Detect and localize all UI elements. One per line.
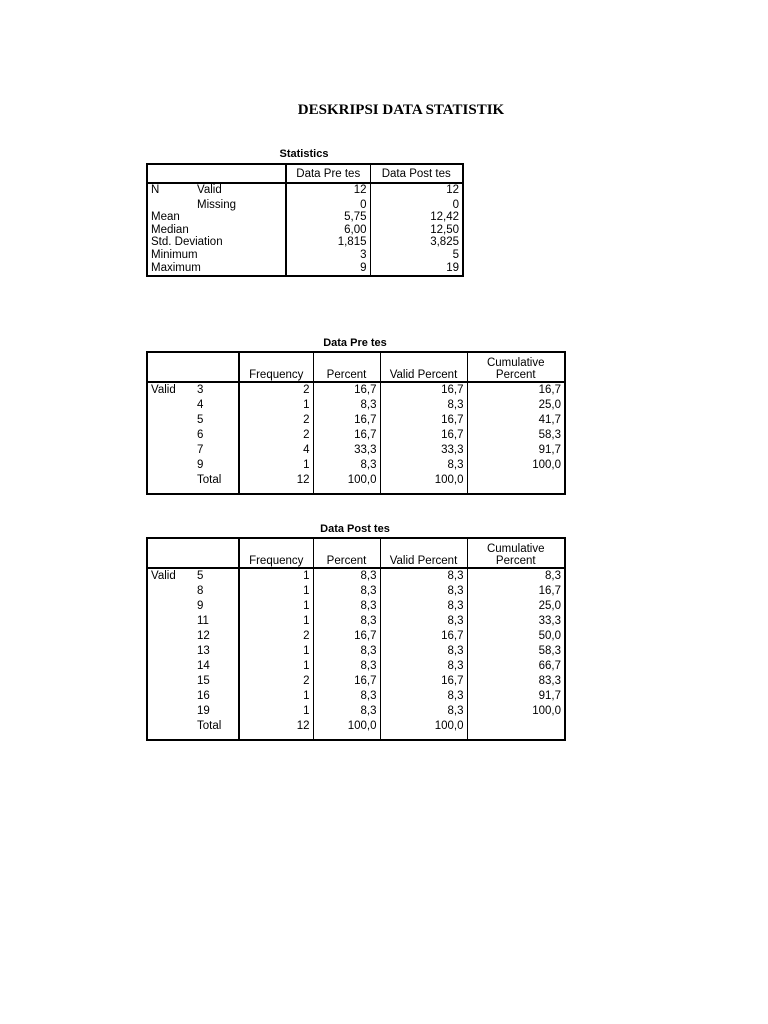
- cumulative-percent-cell: 8,3: [467, 568, 565, 584]
- cumulative-percent-cell: 41,7: [467, 413, 565, 428]
- row-label: Median: [151, 223, 189, 236]
- row-sublabel: Missing: [197, 198, 236, 211]
- group-label: Valid: [151, 570, 176, 583]
- row-label: Maximum: [151, 261, 201, 274]
- cumulative-percent-cell: 66,7: [467, 659, 565, 674]
- cumulative-percent-cell: 83,3: [467, 674, 565, 689]
- statistics-row: [147, 197, 463, 212]
- percent-cell: 8,3: [313, 614, 380, 629]
- percent-cell: 8,3: [313, 644, 380, 659]
- value-label: 13: [197, 645, 210, 658]
- statistics-row: [147, 249, 463, 262]
- percent-cell: 16,7: [313, 413, 380, 428]
- valid-percent-cell: 16,7: [380, 382, 467, 398]
- table-row: [147, 614, 565, 629]
- row-label: Mean: [151, 211, 180, 224]
- cumulative-percent-cell: 25,0: [467, 599, 565, 614]
- frequency-cell: 2: [239, 428, 313, 443]
- row-sublabel: [194, 262, 286, 277]
- percent-cell: 33,3: [313, 443, 380, 458]
- statistics-header-row: [147, 164, 463, 183]
- percent-cell: 8,3: [313, 458, 380, 473]
- value-label: 12: [197, 630, 210, 643]
- table-row: [147, 413, 565, 428]
- post-value: 12,42: [370, 211, 463, 224]
- percent-header: Percent: [313, 538, 380, 568]
- pre-value: 9: [286, 262, 370, 277]
- valid-percent-header: Valid Percent: [380, 352, 467, 382]
- value-label: 8: [197, 585, 204, 598]
- frequency-cell: 4: [239, 443, 313, 458]
- frequency-header: Frequency: [239, 352, 313, 382]
- valid-percent-cell: 16,7: [380, 428, 467, 443]
- frequency-header: Frequency: [239, 538, 313, 568]
- group-label-empty: [147, 413, 194, 428]
- cumulative-percent-cell: 16,7: [467, 382, 565, 398]
- table-row: [147, 473, 565, 494]
- frequency-cell: 1: [239, 659, 313, 674]
- value-label: Total: [197, 474, 222, 487]
- table-row: [147, 659, 565, 674]
- cumulative-header-line-1: Cumulative: [486, 543, 545, 555]
- frequency-cell: 12: [239, 719, 313, 740]
- row-sublabel: Valid: [197, 184, 222, 196]
- cumulative-percent-cell: 58,3: [467, 428, 565, 443]
- group-label: Valid: [151, 384, 176, 397]
- value-label: 6: [197, 429, 204, 442]
- cumulative-percent-cell: 58,3: [467, 644, 565, 659]
- pre-value: 1,815: [286, 236, 370, 249]
- group-label-empty: [147, 704, 194, 719]
- group-label-empty: [147, 719, 194, 740]
- cumulative-percent-cell: [467, 719, 565, 740]
- value-label: 15: [197, 675, 210, 688]
- frequency-cell: 1: [239, 568, 313, 584]
- valid-percent-cell: 16,7: [380, 629, 467, 644]
- frequency-cell: 1: [239, 614, 313, 629]
- pre-value: 12: [286, 183, 370, 197]
- percent-cell: 8,3: [313, 599, 380, 614]
- post-value: 19: [370, 262, 463, 277]
- group-label-empty: [147, 674, 194, 689]
- frequency-cell: 1: [239, 689, 313, 704]
- pre-value: 5,75: [286, 211, 370, 224]
- percent-cell: 8,3: [313, 659, 380, 674]
- percent-cell: 16,7: [313, 382, 380, 398]
- value-label: 9: [197, 459, 204, 472]
- pre-value: 6,00: [286, 224, 370, 237]
- group-label-empty: [147, 443, 194, 458]
- frequency-cell: 2: [239, 382, 313, 398]
- table-row: [147, 599, 565, 614]
- frequency-cell: 2: [239, 674, 313, 689]
- frequency-cell: 1: [239, 458, 313, 473]
- row-sublabel: [194, 224, 286, 237]
- cumulative-percent-cell: 91,7: [467, 689, 565, 704]
- frequency-cell: 2: [239, 413, 313, 428]
- group-label-empty: [147, 659, 194, 674]
- cumulative-percent-cell: 91,7: [467, 443, 565, 458]
- valid-percent-cell: 33,3: [380, 443, 467, 458]
- percent-cell: 16,7: [313, 674, 380, 689]
- cumulative-header-line-2: Percent: [495, 555, 536, 567]
- document-title: DESKRIPSI DATA STATISTIK: [297, 102, 505, 118]
- valid-percent-cell: 8,3: [380, 704, 467, 719]
- value-label: 5: [197, 570, 204, 583]
- valid-percent-cell: 8,3: [380, 398, 467, 413]
- percent-cell: 8,3: [313, 398, 380, 413]
- post-value: 5: [370, 249, 463, 262]
- group-label-empty: [147, 629, 194, 644]
- table-row: [147, 584, 565, 599]
- pre-test-frequency-table: [146, 351, 566, 495]
- pre-value: 0: [286, 197, 370, 212]
- cumulative-percent-header: [467, 538, 565, 568]
- value-label: 16: [197, 690, 210, 703]
- group-label-empty: [147, 599, 194, 614]
- value-label: 14: [197, 660, 210, 673]
- cumulative-percent-cell: 33,3: [467, 614, 565, 629]
- table-row: [147, 689, 565, 704]
- valid-percent-cell: 8,3: [380, 599, 467, 614]
- valid-percent-cell: 8,3: [380, 568, 467, 584]
- percent-cell: 8,3: [313, 704, 380, 719]
- cumulative-header-line-1: Cumulative: [486, 357, 545, 369]
- percent-cell: 16,7: [313, 428, 380, 443]
- group-label-empty: [147, 458, 194, 473]
- group-label-empty: [147, 398, 194, 413]
- row-sublabel: [194, 211, 286, 224]
- valid-percent-cell: 8,3: [380, 644, 467, 659]
- cumulative-percent-cell: 16,7: [467, 584, 565, 599]
- frequency-cell: 1: [239, 704, 313, 719]
- cumulative-percent-cell: 100,0: [467, 458, 565, 473]
- value-label: 5: [197, 414, 204, 427]
- table-row: [147, 458, 565, 473]
- group-label-empty: [147, 584, 194, 599]
- valid-percent-cell: 100,0: [380, 473, 467, 494]
- table-row: [147, 704, 565, 719]
- group-label-empty: [147, 644, 194, 659]
- post-value: 0: [370, 197, 463, 212]
- frequency-cell: 1: [239, 398, 313, 413]
- cumulative-header-line-2: Percent: [495, 369, 536, 381]
- row-label: N: [151, 184, 160, 196]
- table-row: [147, 568, 565, 584]
- group-label-empty: [147, 428, 194, 443]
- post-test-header-row: [147, 538, 565, 568]
- value-label: 9: [197, 600, 204, 613]
- cumulative-percent-header: [467, 352, 565, 382]
- group-label-empty: [147, 689, 194, 704]
- table-row: [147, 443, 565, 458]
- value-label: 3: [197, 384, 204, 397]
- statistics-table: [146, 163, 464, 277]
- frequency-cell: 1: [239, 599, 313, 614]
- table-row: [147, 382, 565, 398]
- frequency-cell: 2: [239, 629, 313, 644]
- table-row: [147, 644, 565, 659]
- frequency-cell: 1: [239, 644, 313, 659]
- table-row: [147, 719, 565, 740]
- post-test-caption: Data Post tes: [320, 523, 390, 535]
- value-label: 19: [197, 705, 210, 718]
- cumulative-percent-cell: 25,0: [467, 398, 565, 413]
- percent-cell: 8,3: [313, 584, 380, 599]
- percent-header: Percent: [313, 352, 380, 382]
- table-row: [147, 629, 565, 644]
- percent-cell: 100,0: [313, 473, 380, 494]
- valid-percent-cell: 8,3: [380, 584, 467, 599]
- group-label-empty: [147, 614, 194, 629]
- column-header-post: Data Post tes: [370, 164, 463, 183]
- cumulative-percent-cell: 50,0: [467, 629, 565, 644]
- statistics-row: [147, 262, 463, 277]
- cumulative-percent-cell: 100,0: [467, 704, 565, 719]
- cumulative-percent-cell: [467, 473, 565, 494]
- table-row: [147, 674, 565, 689]
- statistics-row: [147, 211, 463, 224]
- post-value: 12,50: [370, 224, 463, 237]
- percent-cell: 8,3: [313, 568, 380, 584]
- frequency-cell: 1: [239, 584, 313, 599]
- table-row: [147, 398, 565, 413]
- statistics-row: [147, 224, 463, 237]
- valid-percent-cell: 16,7: [380, 413, 467, 428]
- percent-cell: 16,7: [313, 629, 380, 644]
- column-header-pre: Data Pre tes: [286, 164, 370, 183]
- valid-percent-cell: 8,3: [380, 458, 467, 473]
- pre-test-header-row: [147, 352, 565, 382]
- statistics-row: [147, 236, 463, 249]
- valid-percent-cell: 8,3: [380, 659, 467, 674]
- row-label: Minimum: [151, 248, 198, 261]
- value-label: Total: [197, 720, 222, 733]
- valid-percent-header: Valid Percent: [380, 538, 467, 568]
- post-value: 3,825: [370, 236, 463, 249]
- group-label-empty: [147, 473, 194, 494]
- post-test-frequency-table: [146, 537, 566, 741]
- row-label: Std. Deviation: [151, 236, 223, 249]
- statistics-caption: Statistics: [279, 148, 329, 160]
- percent-cell: 8,3: [313, 689, 380, 704]
- value-label: 7: [197, 444, 204, 457]
- valid-percent-cell: 16,7: [380, 674, 467, 689]
- statistics-row: [147, 183, 463, 197]
- value-label: 4: [197, 399, 204, 412]
- percent-cell: 100,0: [313, 719, 380, 740]
- frequency-cell: 12: [239, 473, 313, 494]
- value-label: 11: [197, 615, 209, 628]
- row-sublabel: [194, 249, 286, 262]
- row-label: [147, 197, 194, 212]
- valid-percent-cell: 8,3: [380, 689, 467, 704]
- valid-percent-cell: 100,0: [380, 719, 467, 740]
- pre-test-caption: Data Pre tes: [323, 337, 387, 349]
- post-value: 12: [370, 183, 463, 197]
- table-row: [147, 428, 565, 443]
- valid-percent-cell: 8,3: [380, 614, 467, 629]
- pre-value: 3: [286, 249, 370, 262]
